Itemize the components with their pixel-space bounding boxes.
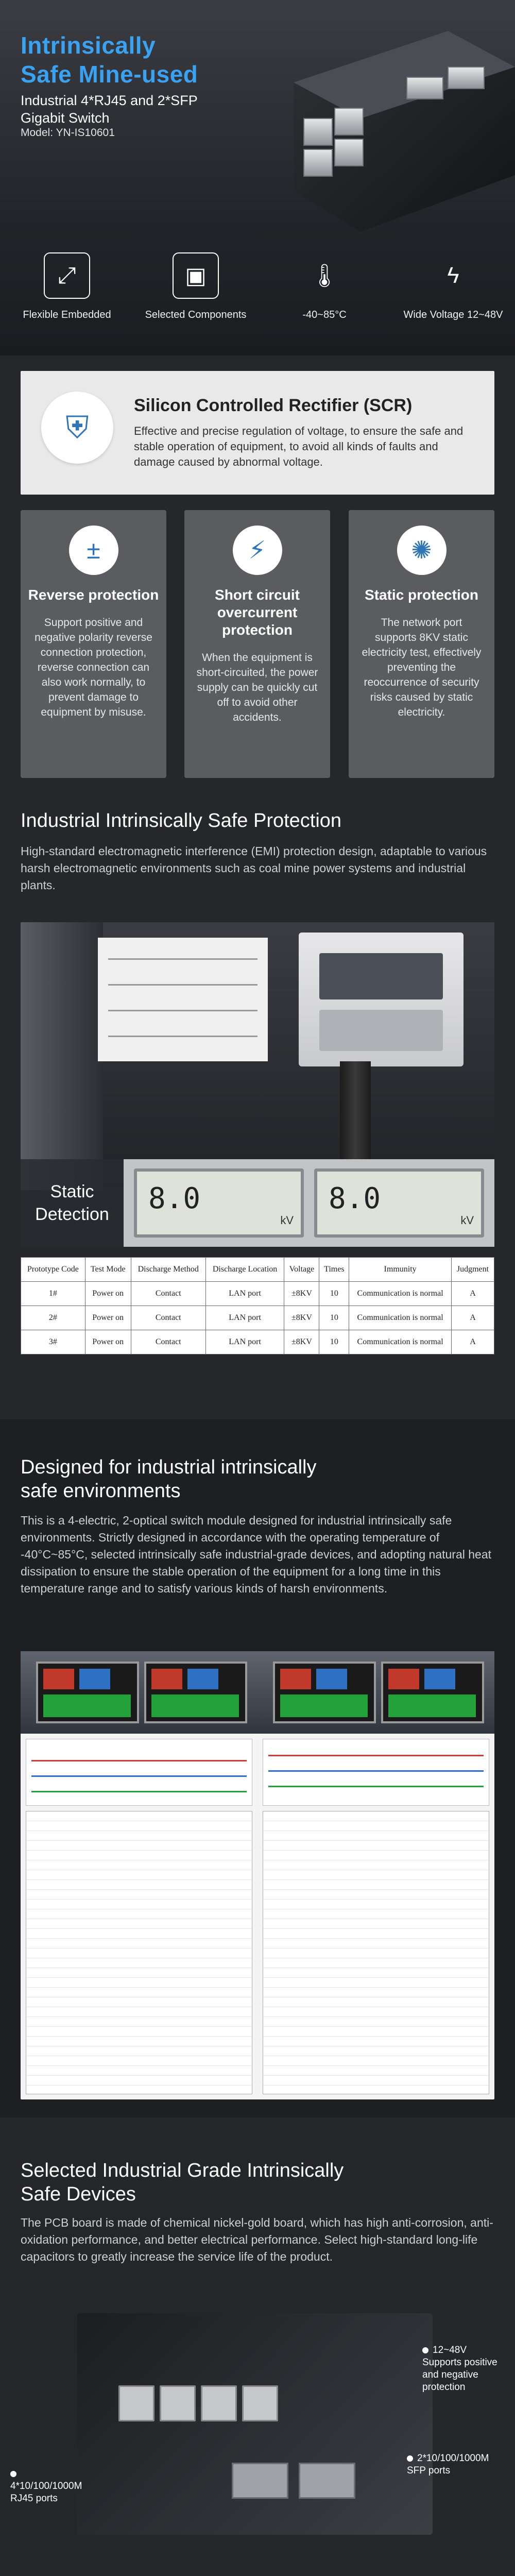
callout-text: 4*10/100/1000M RJ45 ports [10, 2481, 82, 2504]
protection-card [349, 510, 494, 778]
meter-value: 8.0 [329, 1182, 381, 1215]
static-meters [124, 1159, 494, 1247]
table-header: Discharge Location [205, 1258, 284, 1282]
table-cell: 1# [21, 1282, 85, 1306]
temp-chamber-photo [21, 1651, 258, 1734]
polarity-icon: ± [69, 526, 118, 575]
safe-protection-section [0, 799, 515, 1419]
temperature-test-photo [21, 1651, 494, 2099]
table-cell: Communication is normal [349, 1306, 452, 1330]
table-cell: Communication is normal [349, 1330, 452, 1354]
sfp-callout [407, 2452, 505, 2477]
section-title-line1: Designed for industrial intrinsically [21, 1456, 317, 1478]
chip-icon: ▣ [173, 252, 219, 299]
table-cell: Power on [85, 1306, 131, 1330]
table-header: Prototype Code [21, 1258, 85, 1282]
meter-unit: kV [280, 1214, 294, 1227]
protection-text: The network port supports 8KV static electricity test, effectively preventing the reoccurrence of security risks caused by static electricity. [362, 617, 482, 718]
hero-subtitle-line1: Industrial 4*RJ45 and 2*SFP [21, 93, 198, 108]
feature-item [10, 252, 124, 321]
industrial-grade-section [0, 2117, 515, 2576]
power-callout [422, 2344, 505, 2394]
protection-title: Short circuit overcurrent protection [215, 587, 300, 638]
feature-item [268, 252, 381, 321]
table-cell: 2# [21, 1306, 85, 1330]
lab-paper [98, 938, 268, 1061]
feature-label: Wide Voltage 12~48V [403, 309, 503, 320]
table-cell: Communication is normal [349, 1282, 452, 1306]
protection-title: Static protection [365, 587, 478, 603]
feature-label: -40~85°C [302, 309, 347, 320]
hero-title-line1: Intrinsically [21, 32, 156, 59]
table-header: Immunity [349, 1258, 452, 1282]
feature-item [139, 252, 252, 321]
table-cell: LAN port [205, 1282, 284, 1306]
bolt-icon: ϟ [447, 263, 459, 288]
table-cell: ±8KV [284, 1330, 319, 1354]
table-cell: Contact [131, 1330, 205, 1354]
table-cell: Contact [131, 1282, 205, 1306]
table-cell: A [451, 1306, 494, 1330]
table-header: Test Mode [85, 1258, 131, 1282]
feature-item [397, 252, 510, 321]
protection-text: Support positive and negative polarity reverse connection protection, reverse connection can also work normally, to prevent damage to equipment by misuse. [35, 617, 152, 718]
temp-chamber-photo [258, 1651, 494, 1734]
table-row [21, 1306, 494, 1330]
table-header: Discharge Method [131, 1258, 205, 1282]
table-cell: 10 [319, 1330, 349, 1354]
temp-log-table [263, 1811, 489, 2094]
section-title [21, 2159, 344, 2206]
section-title: Industrial Intrinsically Safe Protection [21, 810, 342, 832]
hero-section [0, 0, 515, 355]
meter-unit: kV [460, 1214, 474, 1227]
esd-meter [134, 1168, 304, 1238]
thermometer-icon: 🌡 [310, 263, 339, 289]
table-header: Judgment [451, 1258, 494, 1282]
section-title-line2: Safe Devices [21, 2183, 136, 2205]
section-title-line2: safe environments [21, 1480, 181, 1502]
static-icon: ✺ [397, 526, 447, 575]
hero-title [21, 31, 198, 89]
hero-title-line2: Safe Mine-used [21, 61, 198, 88]
static-test-table [21, 1257, 494, 1354]
switch-product-image [278, 21, 515, 237]
hero-subtitle-line2: Gigabit Switch [21, 110, 110, 126]
static-detection [21, 1159, 494, 1247]
protection-card [184, 510, 330, 778]
lab-pc [21, 922, 103, 1190]
environment-section [0, 1419, 515, 2117]
protection-title: Reverse protection [28, 587, 159, 603]
short-circuit-icon: ⚡ [233, 526, 282, 575]
table-cell: LAN port [205, 1330, 284, 1354]
section-title-line1: Selected Industrial Grade Intrinsically [21, 2160, 344, 2181]
scr-card [21, 371, 494, 495]
table-cell: 3# [21, 1330, 85, 1354]
pcb-board-image [77, 2313, 433, 2535]
table-cell: LAN port [205, 1306, 284, 1330]
scr-text: Effective and precise regulation of voltage, to ensure the safe and stable operation of equipment, to avoid all kinds of faults and damage caused by abnormal voltage. [134, 425, 464, 468]
section-text: This is a 4-electric, 2-optical switch module designed for industrial intrinsically safe environments. Strictly designed in accordance with the operating temperature of -40°C~85°C, selected intrinsically safe industrial-grade devices, and adopting natural heat dissipation to ensure the stable operation of the equipment for a long time in this temperature range and to satisfy various kinds of harsh environments. [21, 1514, 492, 1595]
rj45-callout [10, 2468, 88, 2505]
table-cell: Power on [85, 1282, 131, 1306]
section-title [21, 1455, 316, 1503]
section-text: High-standard electromagnetic interference (EMI) protection design, adaptable to various harsh electromagnetic environments such as coal mine power systems and industrial plants. [21, 844, 487, 892]
meter-value: 8.0 [148, 1182, 201, 1215]
feature-label: Flexible Embedded [23, 309, 111, 320]
feature-row [0, 242, 515, 355]
table-cell: ±8KV [284, 1282, 319, 1306]
table-header: Voltage [284, 1258, 319, 1282]
static-detection-label: Static Detection [21, 1159, 124, 1247]
scr-title: Silicon Controlled Rectifier (SCR) [134, 396, 413, 415]
table-cell: 10 [319, 1282, 349, 1306]
temp-curve [26, 1739, 252, 1806]
table-cell: A [451, 1330, 494, 1354]
table-cell: Contact [131, 1306, 205, 1330]
lab-tester [299, 933, 464, 1066]
protection-card [21, 510, 166, 778]
emi-test-photo [21, 922, 494, 1190]
table-cell: 10 [319, 1306, 349, 1330]
protection-text: When the equipment is short-circuited, the power supply can be quickly cut off to avoid other accidents. [196, 652, 318, 723]
temp-curve [263, 1739, 489, 1806]
temp-log-table [26, 1811, 252, 2094]
shield-icon: ⛨ [41, 392, 113, 464]
table-row [21, 1330, 494, 1354]
scr-section [0, 355, 515, 799]
callout-text: 2*10/100/1000M SFP ports [407, 2453, 489, 2476]
table-header: Times [319, 1258, 349, 1282]
callout-text: 12~48V Supports positive and negative protection [422, 2345, 497, 2393]
table-cell: A [451, 1282, 494, 1306]
table-row [21, 1282, 494, 1306]
section-text: The PCB board is made of chemical nickel-gold board, which has high anti-corrosion, anti-oxidation performance, and better electrical performance. Select high-standard long-life capacitors to greatly increase the service life of the product. [21, 2216, 493, 2263]
feature-label: Selected Components [145, 309, 247, 320]
hero-subtitle [21, 92, 198, 127]
embed-icon: ⤢ [44, 252, 90, 299]
esd-meter [314, 1168, 484, 1238]
table-cell: Power on [85, 1330, 131, 1354]
table-cell: ±8KV [284, 1306, 319, 1330]
hero-model: Model: YN-IS10601 [21, 127, 115, 139]
